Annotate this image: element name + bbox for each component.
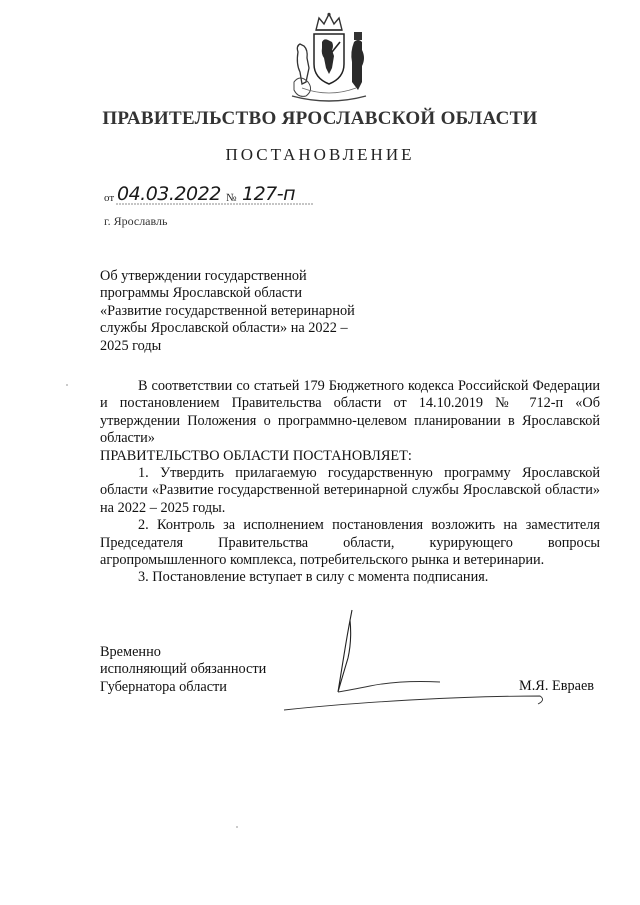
item-paragraph-1: 1. Утвердить прилагаемую государственную программу Ярославской области «Развитие государственной ветеринарной службы Ярославской области» на 2022 – 2025 годы.	[100, 465, 600, 516]
date-underline	[116, 202, 316, 206]
resolves-paragraph: ПРАВИТЕЛЬСТВО ОБЛАСТИ ПОСТАНОВЛЯЕТ:	[100, 447, 412, 464]
number-label: №	[226, 192, 237, 204]
document-type-heading: ПОСТАНОВЛЕНИЕ	[225, 145, 415, 164]
signatory-line-2: исполняющий обязанности	[100, 661, 267, 678]
document-body	[100, 378, 600, 587]
signatory-position	[100, 644, 266, 696]
scan-artifact-dot	[66, 384, 68, 386]
document-title: Об утверждении государственной программы Ярославской области «Развитие государственной ветеринарной службы Ярославской области» на 2022 – 2025 годы	[100, 268, 355, 354]
signatory-line-1: Временно	[100, 644, 161, 660]
preamble-paragraph: В соответствии со статьей 179 Бюджетного кодекса Российской Федерации и постановлением Правительства области от 14.10.2019 № 712-п «Об утверждении Положения о программно-целевом планировании в Ярославской области»	[100, 378, 600, 447]
coat-of-arms-emblem	[288, 12, 370, 104]
government-name-heading: ПРАВИТЕЛЬСТВО ЯРОСЛАВСКОЙ ОБЛАСТИ	[102, 108, 538, 129]
scan-artifact-dot	[236, 826, 238, 828]
signatory-line-3: Губернатора области	[100, 678, 227, 695]
signatory-name: М.Я. Евраев	[519, 678, 595, 694]
date-number-line	[104, 183, 296, 205]
city-label: г. Ярославль	[104, 214, 168, 228]
date-from-label: от	[104, 192, 115, 204]
item-paragraph-2: 2. Контроль за исполнением постановления возложить на заместителя Председателя Правительства области, курирующего вопросы агропромышленного комплекса, потребительского рынка и ветеринарии.	[100, 517, 600, 569]
item-paragraph-3: 3. Постановление вступает в силу с момента подписания.	[138, 569, 489, 586]
handwritten-number: 127-п	[242, 183, 296, 205]
handwritten-date: 04.03.2022	[117, 183, 221, 205]
handwritten-signature	[280, 600, 560, 720]
